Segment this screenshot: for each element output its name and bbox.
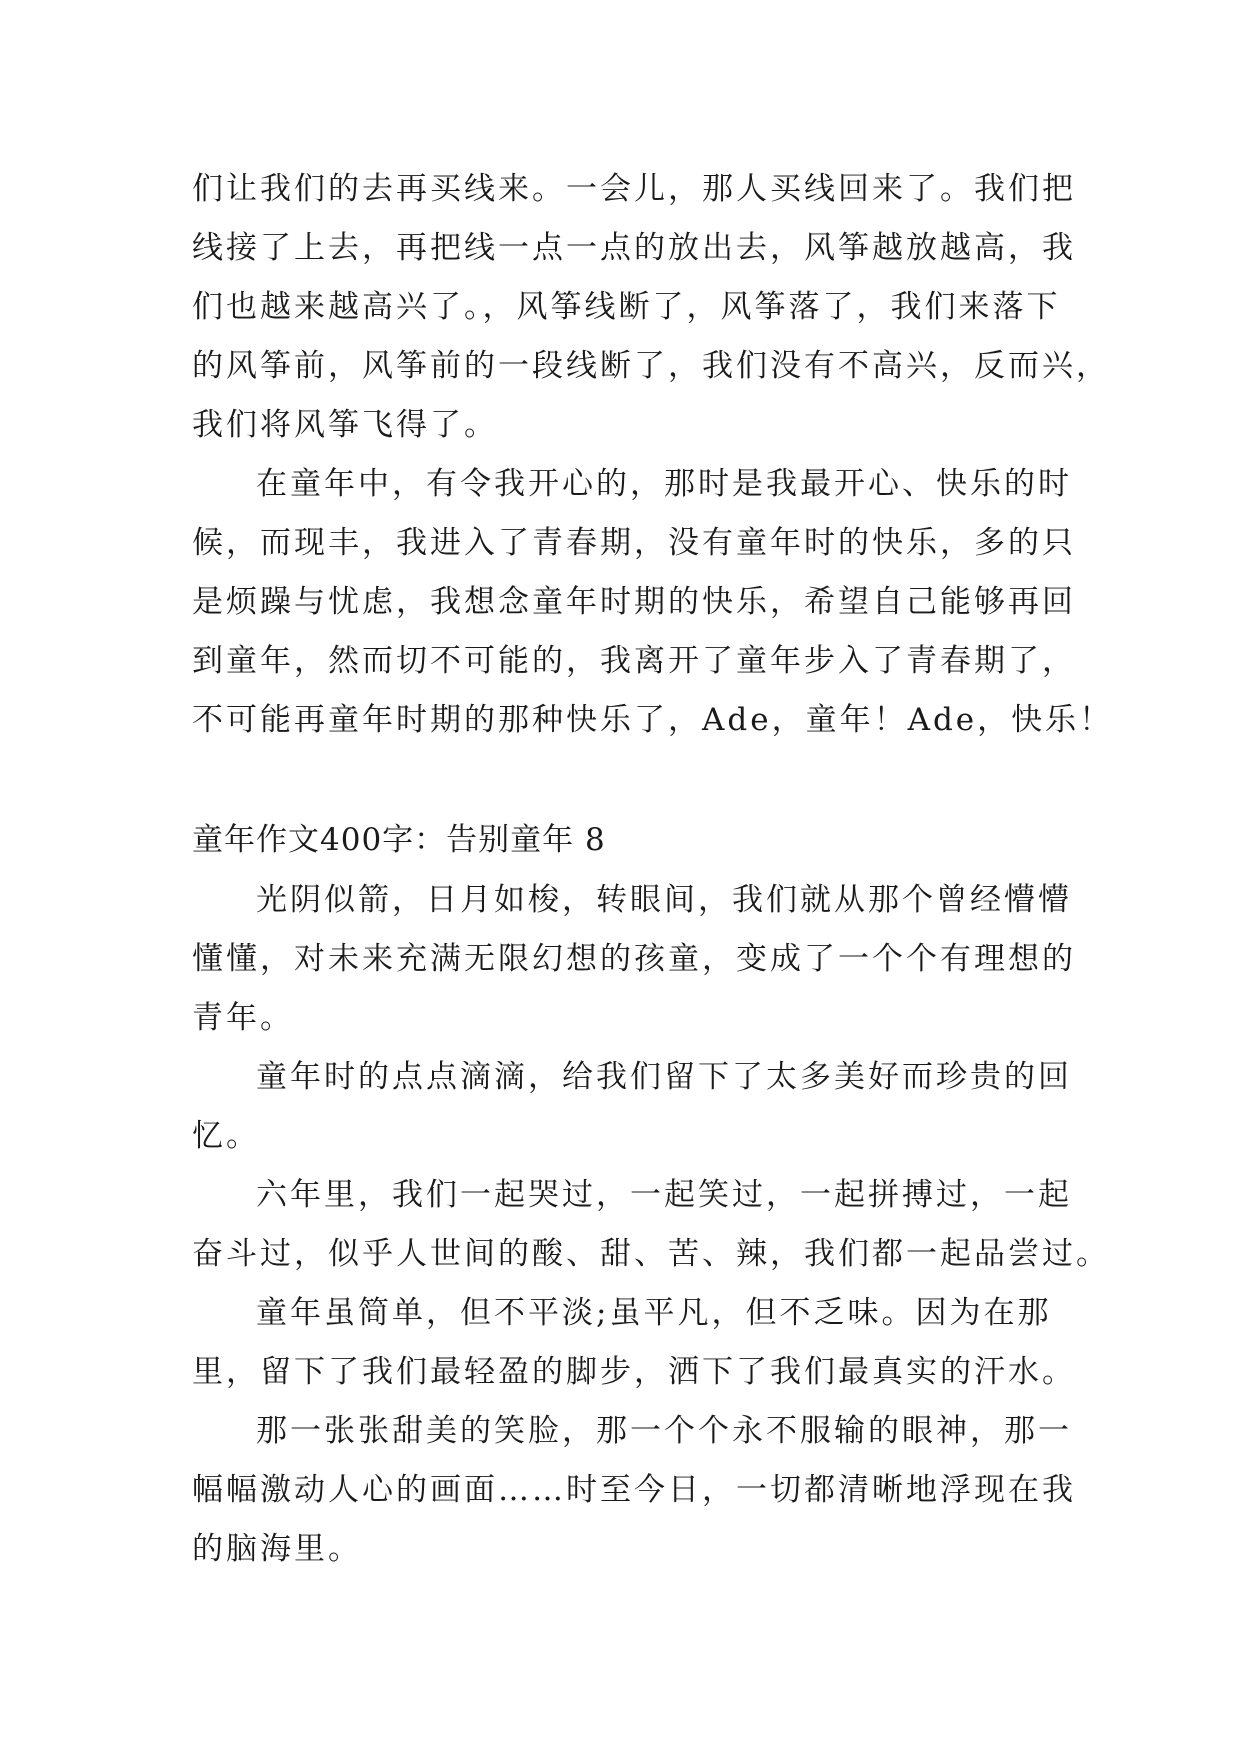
text-line: 幅幅激动人心的画面……时至今日，一切都清晰地浮现在我 — [192, 1472, 1076, 1508]
text-line: 里，留下了我们最轻盈的脚步，洒下了我们最真实的汗水。 — [192, 1354, 1076, 1390]
document-page — [192, 160, 1114, 1579]
text-line: 童年时的点点滴滴，给我们留下了太多美好而珍贵的回 — [256, 1059, 1072, 1095]
text-line: 六年里，我们一起哭过，一起笑过，一起拼搏过，一起 — [256, 1177, 1072, 1213]
text-line: 到童年，然而切不可能的，我离开了童年步入了青春期了， — [192, 643, 1076, 679]
paragraph-4 — [192, 1048, 1072, 1166]
text-line: 懂懂，对未来充满无限幻想的孩童，变成了一个个有理想的 — [192, 941, 1076, 977]
text-line: 线接了上去，再把线一点一点的放出去，风筝越放越高，我 — [192, 230, 1076, 266]
text-line: 的脑海里。 — [192, 1531, 362, 1567]
text-line: 的风筝前，风筝前的一段线断了，我们没有不高兴，反而兴， — [192, 348, 1110, 384]
text-line: 那一张张甜美的笑脸，那一个个永不服输的眼神，那一 — [256, 1413, 1072, 1449]
text-line: 我们将风筝飞得了。 — [192, 407, 498, 443]
text-line: 光阴似箭，日月如梭，转眼间，我们就从那个曾经懵懵 — [256, 882, 1072, 918]
text-line: 不可能再童年时期的那种快乐了，Ade，童年！Ade，快乐！ — [192, 702, 1114, 738]
paragraph-1 — [192, 160, 1110, 455]
text-line: 在童年中，有令我开心的，那时是我最开心、快乐的时 — [256, 466, 1072, 502]
text-line: 忆。 — [192, 1118, 260, 1154]
text-line: 童年虽简单，但不平淡;虽平凡，但不乏味。因为在那 — [256, 1295, 1052, 1331]
paragraph-7 — [192, 1402, 1076, 1579]
paragraph-spacer — [192, 750, 1072, 809]
text-line: 青年。 — [192, 1000, 294, 1036]
text-line: 们也越来越高兴了。，风筝线断了，风筝落了，我们来落下 — [192, 289, 1061, 325]
text-line: 候，而现丰，我进入了青春期，没有童年时的快乐，多的只 — [192, 525, 1076, 561]
paragraph-6 — [192, 1284, 1076, 1402]
paragraph-2 — [192, 455, 1114, 750]
section-title: 童年作文400字：告别童年 8 — [192, 822, 606, 858]
paragraph-3 — [192, 871, 1076, 1048]
text-line: 们让我们的去再买线来。一会儿，那人买线回来了。我们把 — [192, 171, 1076, 207]
text-line: 奋斗过，似乎人世间的酸、甜、苦、辣，我们都一起品尝过。 — [192, 1236, 1110, 1272]
text-line: 是烦躁与忧虑，我想念童年时期的快乐，希望自己能够再回 — [192, 584, 1076, 620]
paragraph-5 — [192, 1166, 1110, 1284]
